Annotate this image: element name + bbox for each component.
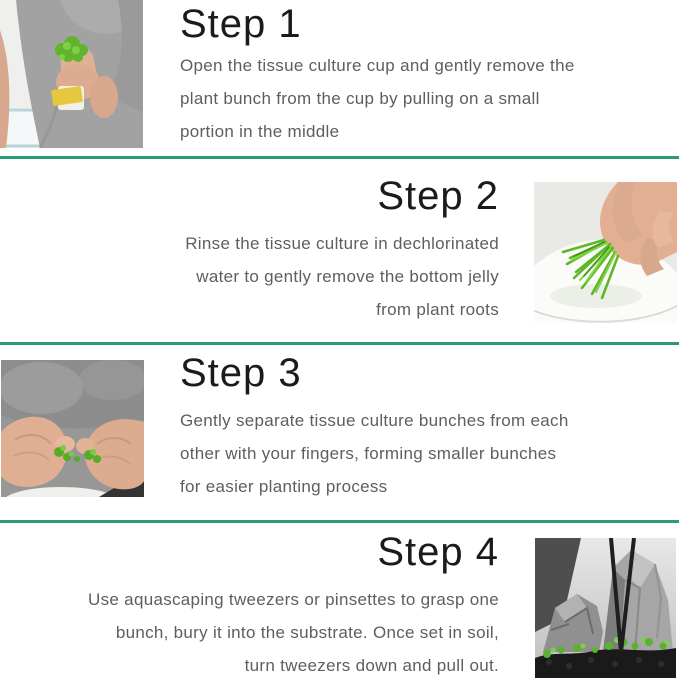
step-2-photo <box>534 182 677 323</box>
step-2-line-3: from plant roots <box>376 300 499 319</box>
step-3-line-2: other with your fingers, forming smaller bunches <box>180 444 557 463</box>
step-1-text <box>180 0 658 148</box>
step-1-photo <box>0 0 143 148</box>
step-4-line-2: bunch, bury it into the substrate. Once set in soil, <box>115 623 499 642</box>
step-1-line-3: portion in the middle <box>180 122 340 141</box>
step-1-line-2: plant bunch from the cup by pulling on a small <box>180 89 540 108</box>
step-4-line-3: turn tweezers down and pull out. <box>244 656 499 675</box>
step-4-text <box>37 528 499 682</box>
step-3-line-3: for easier planting process <box>180 477 388 496</box>
step-3-description <box>180 404 658 503</box>
step-2-description <box>37 227 499 326</box>
step-1-title: Step 1 <box>180 2 302 46</box>
step-4-line-1: Use aquascaping tweezers or pinsettes to grasp one <box>88 590 499 609</box>
step-2-line-1: Rinse the tissue culture in dechlorinated <box>185 234 499 253</box>
step-2-line-2: water to gently remove the bottom jelly <box>196 267 499 286</box>
step-3-section <box>0 345 679 520</box>
step-4-description <box>37 583 499 682</box>
step-3-photo <box>1 360 144 497</box>
step-1-line-1: Open the tissue culture cup and gently remove the <box>180 56 575 75</box>
step-1-description <box>180 49 658 148</box>
step-2-text <box>37 172 499 326</box>
step-4-photo <box>535 538 676 678</box>
step-3-line-1: Gently separate tissue culture bunches from each <box>180 411 569 430</box>
step-3-title: Step 3 <box>180 351 302 395</box>
step-2-section <box>0 159 679 342</box>
step-4-section <box>0 523 679 683</box>
step-4-title: Step 4 <box>377 530 499 574</box>
step-1-section <box>0 0 679 156</box>
step-3-text <box>180 349 658 503</box>
step-2-title: Step 2 <box>377 174 499 218</box>
